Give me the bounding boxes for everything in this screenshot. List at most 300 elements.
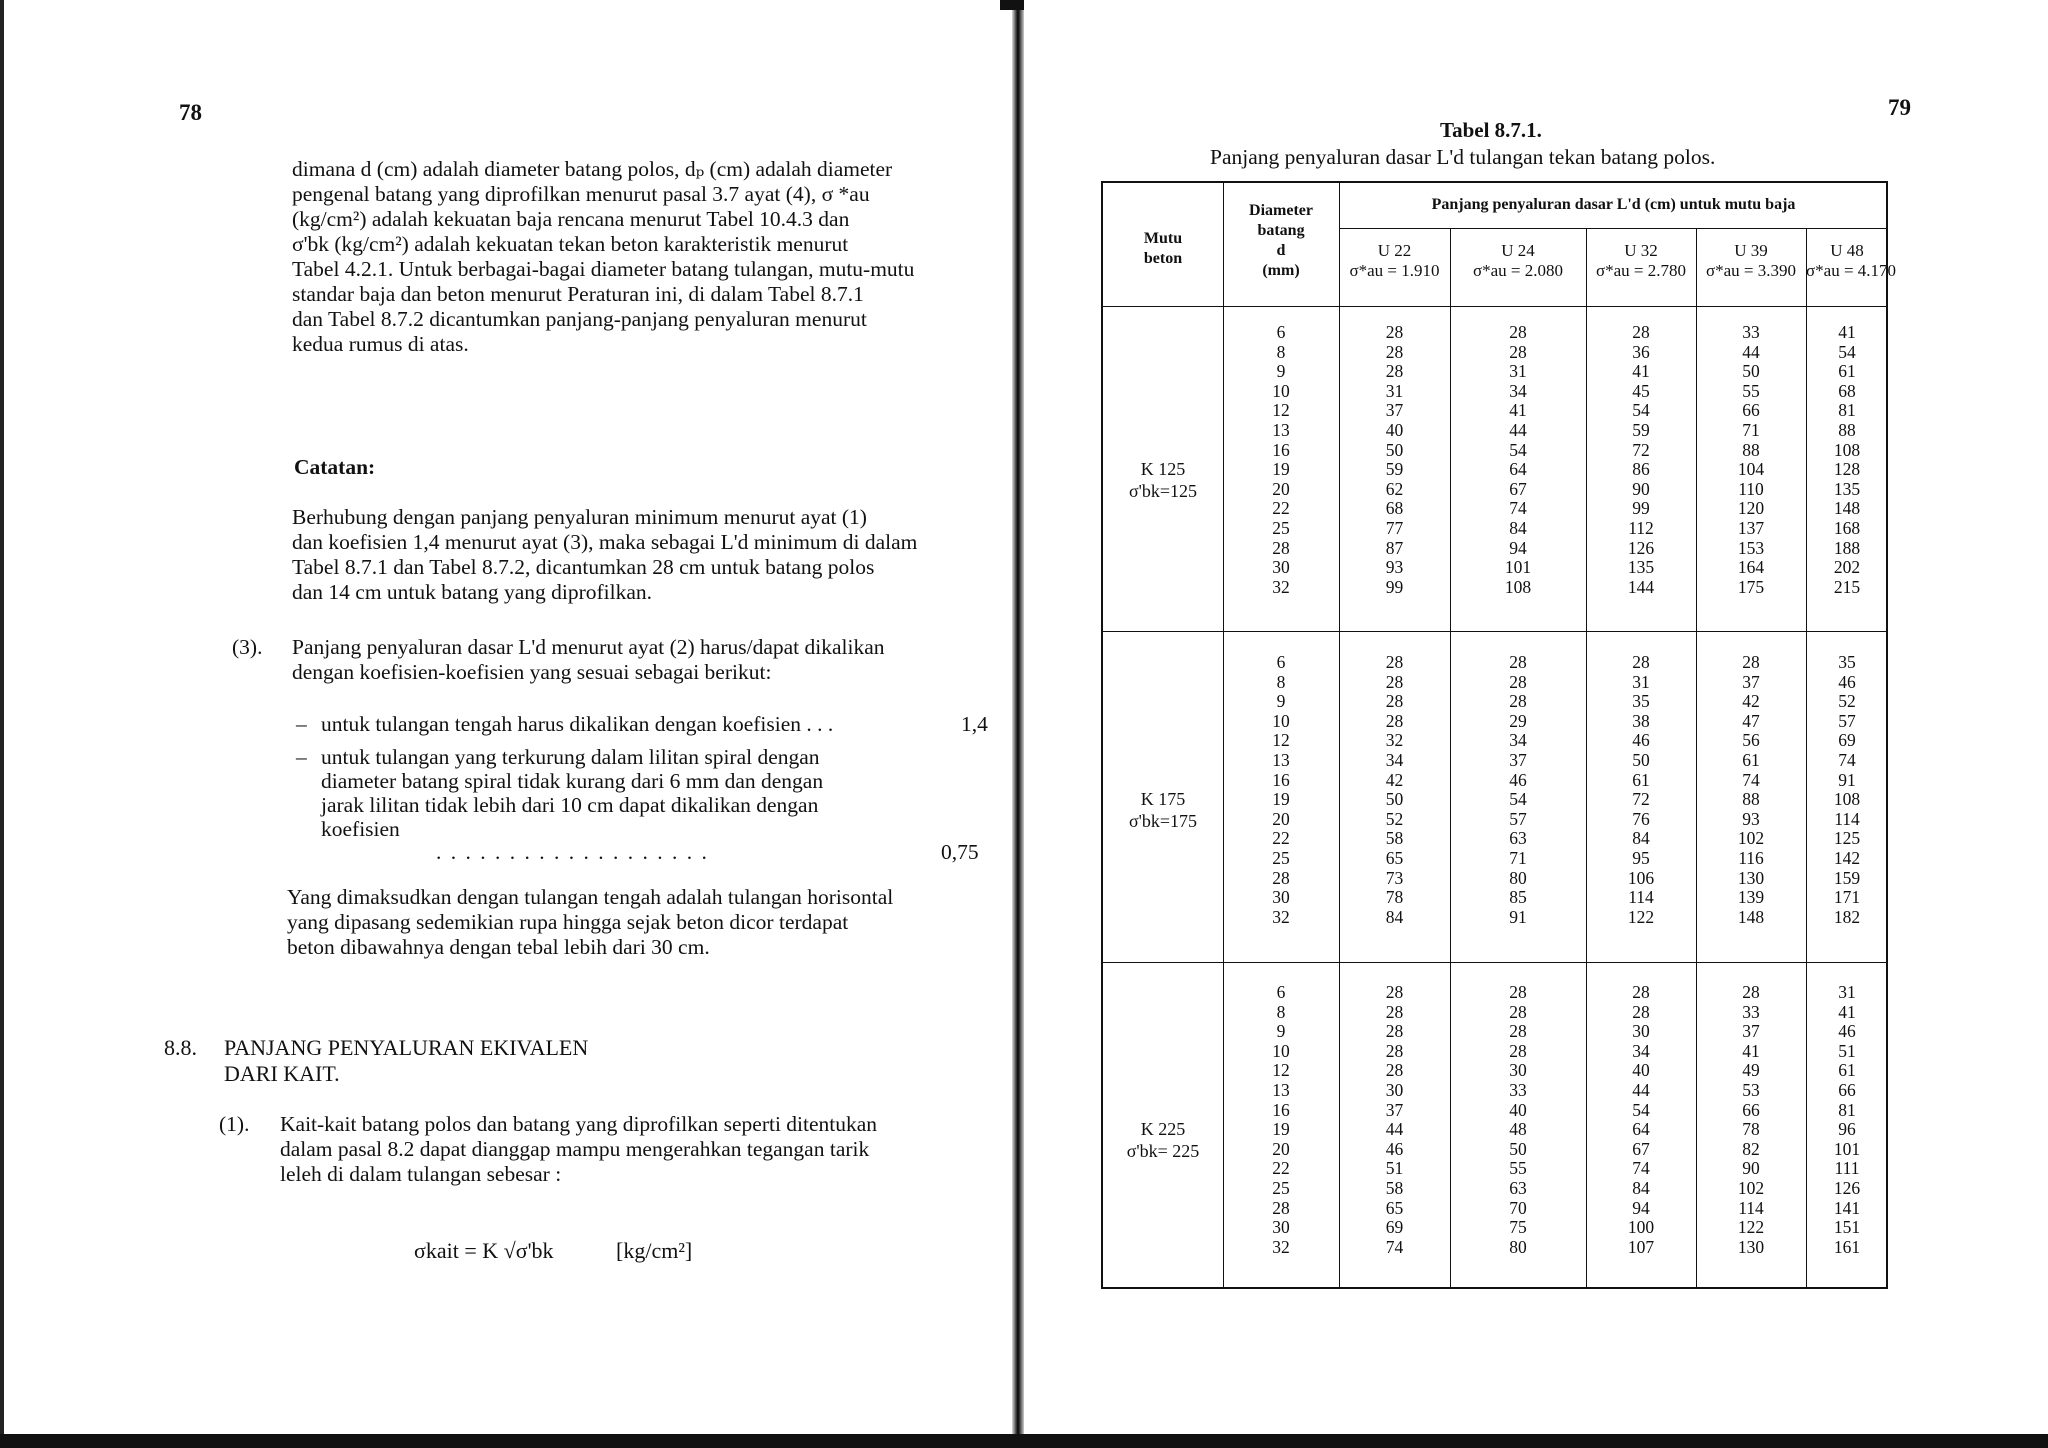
value-cell: 65	[1385, 847, 1404, 868]
value-cell: 28	[1509, 1021, 1527, 1042]
steel-header	[1339, 241, 1450, 281]
value-cell: 120	[1737, 498, 1765, 519]
value-column	[1806, 323, 1888, 597]
book-spine	[1012, 0, 1024, 1448]
steel-header	[1586, 241, 1696, 281]
steel-strength: σ*au = 4.170	[1806, 261, 1897, 280]
value-column	[1696, 323, 1806, 597]
value-cell: 28	[1632, 982, 1650, 1002]
value-cell: 28	[1509, 341, 1527, 362]
value-cell: 41	[1509, 400, 1527, 421]
value-cell: 125	[1833, 828, 1861, 849]
value-cell: 108	[1833, 789, 1861, 810]
value-cell: 110	[1738, 478, 1764, 499]
value-cell: 88	[1742, 439, 1760, 460]
value-cell: 38	[1632, 710, 1650, 731]
value-cell: 59	[1632, 419, 1650, 440]
diameter-cell: 32	[1272, 1236, 1290, 1257]
value-cell: 58	[1385, 828, 1404, 849]
value-cell: 66	[1838, 1079, 1856, 1100]
value-cell: 31	[1509, 361, 1527, 382]
value-cell: 91	[1509, 906, 1527, 927]
diameter-column	[1223, 323, 1339, 597]
value-cell: 56	[1742, 730, 1760, 751]
value-cell: 35	[1838, 652, 1856, 672]
coefficient-value: 1,4	[961, 712, 988, 736]
diameter-cell: 19	[1272, 1119, 1290, 1140]
value-cell: 48	[1509, 1119, 1527, 1140]
value-cell: 137	[1737, 517, 1765, 538]
value-cell: 49	[1742, 1060, 1760, 1081]
value-cell: 128	[1833, 459, 1861, 480]
value-cell: 96	[1838, 1119, 1856, 1140]
value-column	[1586, 983, 1696, 1257]
diameter-cell: 6	[1276, 982, 1286, 1002]
value-cell: 114	[1834, 808, 1860, 829]
value-column	[1586, 653, 1696, 927]
value-cell: 61	[1838, 1060, 1856, 1081]
table-title: Tabel 8.7.1.	[1440, 118, 1542, 142]
value-cell: 64	[1632, 1119, 1650, 1140]
value-cell: 28	[1742, 982, 1760, 1002]
diameter-cell: 8	[1276, 1001, 1286, 1022]
value-cell: 28	[1632, 322, 1650, 342]
value-cell: 34	[1385, 749, 1404, 770]
value-cell: 106	[1627, 867, 1655, 888]
value-cell: 62	[1385, 478, 1404, 499]
value-cell: 130	[1737, 1236, 1765, 1257]
value-cell: 31	[1632, 671, 1650, 692]
text-line: koefisien	[321, 817, 400, 841]
value-cell: 61	[1838, 361, 1856, 382]
formula-kait: σkait = K √σ'bk	[414, 1238, 554, 1263]
diameter-cell: 9	[1276, 361, 1286, 382]
value-cell: 74	[1385, 1236, 1404, 1257]
value-cell: 46	[1385, 1138, 1404, 1159]
page-number-left: 78	[179, 100, 202, 125]
paragraph-tulangan-tengah	[287, 885, 987, 960]
value-cell: 28	[1385, 982, 1404, 1002]
text-line: dimana d (cm) adalah diameter batang polos, dₚ (cm) adalah diameter	[292, 157, 893, 181]
text-line: Panjang penyaluran dasar L'd menurut ayat (2) harus/dapat dikalikan	[292, 635, 885, 659]
value-cell: 28	[1385, 671, 1404, 692]
diameter-cell: 12	[1272, 1060, 1290, 1081]
value-cell: 28	[1385, 710, 1404, 731]
value-cell: 31	[1838, 982, 1856, 1002]
value-column	[1339, 653, 1450, 927]
steel-strength: σ*au = 3.390	[1705, 261, 1797, 280]
value-cell: 126	[1833, 1177, 1861, 1198]
steel-strength: σ*au = 2.780	[1595, 261, 1687, 280]
value-cell: 52	[1385, 808, 1404, 829]
value-cell: 61	[1632, 769, 1650, 790]
value-cell: 74	[1632, 1158, 1650, 1179]
value-cell: 171	[1833, 887, 1861, 908]
value-cell: 32	[1385, 730, 1404, 751]
text-line: σ'bk (kg/cm²) adalah kekuatan tekan beton karakteristik menurut	[292, 232, 849, 256]
value-cell: 78	[1385, 887, 1404, 908]
diameter-cell: 25	[1272, 847, 1290, 868]
value-cell: 31	[1385, 380, 1404, 401]
value-cell: 188	[1833, 537, 1861, 558]
value-column	[1339, 983, 1450, 1257]
header-group: Panjang penyaluran dasar L'd (cm) untuk mutu baja	[1431, 196, 1796, 213]
value-column	[1586, 323, 1696, 597]
value-cell: 101	[1833, 1138, 1861, 1159]
value-cell: 159	[1833, 867, 1861, 888]
catatan-text	[292, 505, 992, 605]
steel-header	[1696, 241, 1806, 281]
value-cell: 54	[1838, 341, 1856, 362]
value-cell: 44	[1509, 419, 1527, 440]
value-cell: 37	[1385, 400, 1404, 421]
diameter-cell: 30	[1272, 1217, 1290, 1238]
diameter-cell: 22	[1272, 1158, 1290, 1179]
steel-header	[1450, 241, 1586, 281]
value-cell: 46	[1632, 730, 1650, 751]
value-cell: 164	[1737, 557, 1765, 578]
value-cell: 148	[1833, 498, 1861, 519]
diameter-cell: 25	[1272, 517, 1290, 538]
value-cell: 93	[1742, 808, 1760, 829]
diameter-cell: 20	[1272, 1138, 1290, 1159]
value-cell: 80	[1509, 1236, 1527, 1257]
value-cell: 88	[1838, 419, 1856, 440]
value-cell: 215	[1833, 576, 1861, 597]
value-cell: 67	[1632, 1138, 1650, 1159]
steel-grade: U 39	[1734, 241, 1768, 260]
value-cell: 54	[1632, 400, 1650, 421]
diameter-cell: 28	[1272, 1197, 1290, 1218]
value-cell: 28	[1385, 1040, 1404, 1061]
value-column	[1450, 653, 1586, 927]
value-cell: 28	[1385, 1060, 1404, 1081]
value-cell: 51	[1838, 1040, 1856, 1061]
value-cell: 41	[1632, 361, 1650, 382]
text-line: kedua rumus di atas.	[292, 332, 469, 356]
steel-header	[1806, 241, 1897, 281]
value-cell: 30	[1509, 1060, 1527, 1081]
value-cell: 34	[1509, 380, 1527, 401]
value-cell: 29	[1509, 710, 1527, 731]
value-cell: 46	[1838, 1021, 1856, 1042]
coefficient-value: 0,75	[941, 840, 979, 864]
value-cell: 67	[1509, 478, 1527, 499]
value-cell: 36	[1632, 341, 1650, 362]
diameter-cell: 6	[1276, 322, 1286, 342]
value-cell: 28	[1509, 691, 1527, 712]
value-cell: 55	[1742, 380, 1760, 401]
value-cell: 50	[1742, 361, 1760, 382]
value-cell: 112	[1628, 517, 1654, 538]
leader-dots: . . . . . . . . . . . . . . . . . . .	[436, 840, 709, 864]
value-cell: 90	[1742, 1158, 1760, 1179]
value-cell: 33	[1742, 322, 1760, 342]
value-cell: 28	[1509, 982, 1527, 1002]
value-cell: 182	[1833, 906, 1861, 927]
text-line: jarak lilitan tidak lebih dari 10 cm dapat dikalikan dengan	[321, 793, 819, 817]
value-cell: 94	[1632, 1197, 1650, 1218]
concrete-grade: K 125 σ'bk=125	[1128, 459, 1198, 501]
value-cell: 50	[1632, 749, 1650, 770]
value-cell: 72	[1632, 439, 1650, 460]
text-line: diameter batang spiral tidak kurang dari 6 mm dan dengan	[321, 769, 824, 793]
value-column	[1339, 323, 1450, 597]
value-cell: 46	[1838, 671, 1856, 692]
value-cell: 28	[1509, 652, 1527, 672]
value-cell: 69	[1385, 1217, 1404, 1238]
value-cell: 144	[1627, 576, 1655, 597]
diameter-cell: 19	[1272, 789, 1290, 810]
development-length-table	[1101, 181, 1897, 1289]
steel-strength: σ*au = 1.910	[1349, 261, 1440, 280]
value-cell: 28	[1509, 671, 1527, 692]
value-cell: 30	[1385, 1079, 1404, 1100]
diameter-cell: 9	[1276, 1021, 1286, 1042]
value-cell: 68	[1838, 380, 1856, 401]
value-cell: 50	[1509, 1138, 1527, 1159]
value-cell: 28	[1509, 1001, 1527, 1022]
value-cell: 28	[1385, 652, 1404, 672]
value-cell: 71	[1509, 847, 1527, 868]
value-cell: 111	[1834, 1158, 1860, 1179]
value-cell: 80	[1509, 867, 1527, 888]
value-cell: 84	[1385, 906, 1404, 927]
value-cell: 28	[1385, 361, 1404, 382]
value-cell: 41	[1838, 1001, 1856, 1022]
value-cell: 122	[1737, 1217, 1765, 1238]
value-cell: 151	[1833, 1217, 1861, 1238]
steel-grade: U 32	[1624, 241, 1658, 260]
value-cell: 42	[1385, 769, 1404, 790]
value-cell: 81	[1838, 1099, 1856, 1120]
value-cell: 30	[1632, 1021, 1650, 1042]
value-column	[1806, 983, 1888, 1257]
value-cell: 139	[1737, 887, 1765, 908]
value-column	[1696, 653, 1806, 927]
text-line: beton dibawahnya dengan tebal lebih dari 30 cm.	[287, 935, 710, 959]
concrete-grade: K 225 σ'bk= 225	[1126, 1119, 1200, 1161]
text-line: yang dipasang sedemikian rupa hingga sejak beton dicor terdapat	[287, 910, 849, 934]
value-cell: 59	[1385, 459, 1404, 480]
value-cell: 34	[1632, 1040, 1650, 1061]
table-caption: Panjang penyaluran dasar L'd tulangan tekan batang polos.	[1210, 145, 1716, 169]
diameter-cell: 10	[1272, 1040, 1290, 1061]
value-cell: 87	[1385, 537, 1404, 558]
text-line: (kg/cm²) adalah kekuatan baja rencana menurut Tabel 10.4.3 dan	[292, 207, 850, 231]
value-cell: 91	[1838, 769, 1856, 790]
value-cell: 33	[1742, 1001, 1760, 1022]
text-line: dalam pasal 8.2 dapat dianggap mampu mengerahkan tegangan tarik	[280, 1137, 870, 1161]
value-cell: 57	[1509, 808, 1527, 829]
value-cell: 69	[1838, 730, 1856, 751]
value-cell: 81	[1838, 400, 1856, 421]
value-column	[1450, 983, 1586, 1257]
header-mutu-beton: Mutu beton	[1143, 230, 1183, 267]
catatan-label: Catatan:	[294, 455, 376, 479]
value-cell: 37	[1742, 1021, 1760, 1042]
diameter-cell: 16	[1272, 1099, 1290, 1120]
value-cell: 102	[1737, 828, 1765, 849]
value-cell: 135	[1833, 478, 1861, 499]
value-cell: 58	[1385, 1177, 1404, 1198]
value-cell: 28	[1385, 1001, 1404, 1022]
value-cell: 84	[1632, 828, 1650, 849]
value-cell: 28	[1509, 1040, 1527, 1061]
text-line: Tabel 8.7.1 dan Tabel 8.7.2, dicantumkan 28 cm untuk batang polos	[292, 555, 875, 579]
value-cell: 102	[1737, 1177, 1765, 1198]
value-cell: 99	[1385, 576, 1404, 597]
value-cell: 28	[1385, 341, 1404, 362]
diameter-cell: 13	[1272, 1079, 1290, 1100]
steel-grade: U 48	[1830, 241, 1864, 260]
diameter-cell: 6	[1276, 652, 1286, 672]
value-cell: 148	[1737, 906, 1765, 927]
concrete-grade: K 175 σ'bk=175	[1128, 789, 1198, 831]
value-cell: 55	[1509, 1158, 1527, 1179]
value-cell: 40	[1509, 1099, 1527, 1120]
value-cell: 51	[1385, 1158, 1404, 1179]
value-cell: 76	[1632, 808, 1650, 829]
text-line: dan koefisien 1,4 menurut ayat (3), maka sebagai L'd minimum di dalam	[292, 530, 918, 554]
value-cell: 78	[1742, 1119, 1760, 1140]
diameter-cell: 16	[1272, 769, 1290, 790]
diameter-cell: 28	[1272, 537, 1290, 558]
value-cell: 28	[1632, 1001, 1650, 1022]
value-cell: 50	[1385, 439, 1404, 460]
value-cell: 28	[1385, 691, 1404, 712]
item-1-label: (1).	[219, 1112, 250, 1136]
value-cell: 90	[1632, 478, 1650, 499]
text-line: Berhubung dengan panjang penyaluran minimum menurut ayat (1)	[292, 505, 867, 529]
value-cell: 141	[1833, 1197, 1861, 1218]
value-cell: 42	[1742, 691, 1760, 712]
diameter-cell: 22	[1272, 498, 1290, 519]
diameter-cell: 9	[1276, 691, 1286, 712]
value-cell: 130	[1737, 867, 1765, 888]
section-title: PANJANG PENYALURAN EKIVALEN DARI KAIT.	[224, 1035, 589, 1086]
diameter-cell: 13	[1272, 419, 1290, 440]
value-cell: 94	[1509, 537, 1527, 558]
value-cell: 72	[1632, 789, 1650, 810]
diameter-cell: 10	[1272, 710, 1290, 731]
value-cell: 28	[1742, 652, 1760, 672]
diameter-cell: 16	[1272, 439, 1290, 460]
text-line: Yang dimaksudkan dengan tulangan tengah adalah tulangan horisontal	[287, 885, 894, 909]
value-cell: 63	[1509, 1177, 1527, 1198]
value-cell: 73	[1385, 867, 1404, 888]
item-1-text	[280, 1112, 980, 1187]
text-line: untuk tulangan yang terkurung dalam lilitan spiral dengan	[321, 745, 820, 769]
value-cell: 71	[1742, 419, 1760, 440]
value-cell: 50	[1385, 789, 1404, 810]
steel-strength: σ*au = 2.080	[1472, 261, 1564, 280]
value-cell: 82	[1742, 1138, 1760, 1159]
section-number: 8.8.	[164, 1035, 197, 1060]
value-cell: 75	[1509, 1217, 1527, 1238]
value-cell: 54	[1632, 1099, 1650, 1120]
page-number-right: 79	[1888, 95, 1911, 120]
value-cell: 175	[1737, 576, 1765, 597]
value-column	[1450, 323, 1586, 597]
value-cell: 88	[1742, 789, 1760, 810]
value-cell: 44	[1742, 341, 1760, 362]
text-line: pengenal batang yang diprofilkan menurut pasal 3.7 ayat (4), σ *au	[292, 182, 870, 206]
value-cell: 108	[1504, 576, 1532, 597]
diameter-cell: 20	[1272, 808, 1290, 829]
value-cell: 153	[1737, 537, 1765, 558]
value-cell: 52	[1838, 691, 1856, 712]
text-line: Tabel 4.2.1. Untuk berbagai-bagai diameter batang tulangan, mutu-mutu	[292, 257, 915, 281]
diameter-column	[1223, 983, 1339, 1257]
value-cell: 135	[1627, 557, 1655, 578]
diameter-cell: 12	[1272, 730, 1290, 751]
value-cell: 66	[1742, 400, 1760, 421]
value-cell: 104	[1737, 459, 1765, 480]
text-line: Kait-kait batang polos dan batang yang diprofilkan seperti ditentukan	[280, 1112, 878, 1136]
diameter-cell: 32	[1272, 906, 1290, 927]
diameter-cell: 30	[1272, 557, 1290, 578]
value-cell: 33	[1509, 1079, 1527, 1100]
text-line: dengan koefisien-koefisien yang sesuai sebagai berikut:	[292, 660, 772, 684]
paragraph-definitions	[292, 157, 992, 357]
value-cell: 85	[1509, 887, 1527, 908]
value-cell: 84	[1509, 517, 1527, 538]
value-cell: 44	[1385, 1119, 1404, 1140]
header-diameter: Diameter batang d (mm)	[1249, 202, 1313, 279]
value-cell: 44	[1632, 1079, 1650, 1100]
diameter-cell: 13	[1272, 749, 1290, 770]
value-cell: 46	[1509, 769, 1527, 790]
value-cell: 86	[1632, 459, 1650, 480]
formula-unit: [kg/cm²]	[616, 1238, 693, 1263]
text-line: dan 14 cm untuk batang yang diprofilkan.	[292, 580, 653, 604]
value-cell: 114	[1628, 887, 1654, 908]
value-cell: 37	[1509, 749, 1527, 770]
text-line: standar baja dan beton menurut Peraturan ini, di dalam Tabel 8.7.1	[292, 282, 864, 306]
value-cell: 100	[1627, 1217, 1655, 1238]
diameter-cell: 8	[1276, 671, 1286, 692]
value-cell: 54	[1509, 789, 1527, 810]
value-cell: 40	[1385, 419, 1404, 440]
text-line: dan Tabel 8.7.2 dicantumkan panjang-panjang penyaluran menurut	[292, 307, 867, 331]
diameter-cell: 8	[1276, 341, 1286, 362]
value-cell: 161	[1833, 1236, 1861, 1257]
steel-grade: U 22	[1377, 241, 1412, 260]
value-cell: 126	[1627, 537, 1655, 558]
value-cell: 37	[1385, 1099, 1404, 1120]
value-cell: 63	[1509, 828, 1527, 849]
value-cell: 61	[1742, 749, 1760, 770]
diameter-cell: 32	[1272, 576, 1290, 597]
value-cell: 107	[1627, 1236, 1655, 1257]
value-cell: 37	[1742, 671, 1760, 692]
diameter-cell: 22	[1272, 828, 1290, 849]
value-cell: 84	[1632, 1177, 1650, 1198]
value-cell: 28	[1632, 652, 1650, 672]
diameter-column	[1223, 653, 1339, 927]
value-cell: 74	[1742, 769, 1760, 790]
value-cell: 41	[1838, 322, 1856, 342]
diameter-cell: 30	[1272, 887, 1290, 908]
value-cell: 45	[1632, 380, 1650, 401]
value-cell: 95	[1632, 847, 1650, 868]
item-3-label: (3).	[232, 635, 263, 659]
value-cell: 74	[1838, 749, 1856, 770]
value-cell: 34	[1509, 730, 1527, 751]
diameter-cell: 25	[1272, 1177, 1290, 1198]
value-cell: 122	[1627, 906, 1655, 927]
